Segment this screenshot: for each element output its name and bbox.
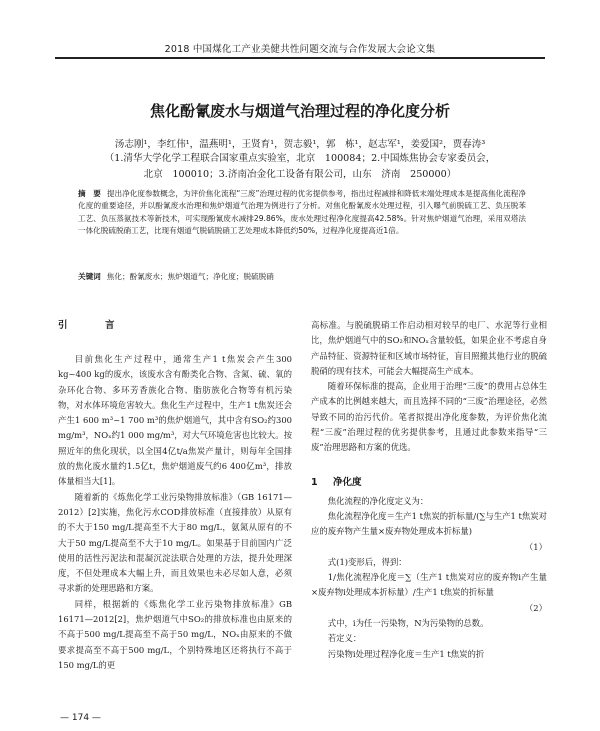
- keywords-text: 焦化；酚氰废水；焦炉烟道气；净化度；脱硫脱硝: [106, 272, 274, 281]
- equation-number-row: [311, 601, 547, 616]
- paragraph: 焦化流程的净化度定义为：: [327, 495, 429, 506]
- equation-number-row: [311, 540, 547, 555]
- abstract-text: 提出净化度参数概念，为评价焦化流程“三废”治理过程的优劣提供参考，指出过程减排和降低末端处理成本是提高焦化流程净化度的重要途径，并以酚氰废水治理和焦炉烟道气治理为例进行了分析。对焦化酚氰废水处理过程，引入曝气前脱硫工艺、负压脱苯工艺、负压蒸氨技术等新技术，可实现酚氰废水减排29.86%，废水处理过程净化度提高42.58%。针对焦炉烟道气治理，采用双塔法一体化脱硫脱硝工艺，比现有烟道气脱硫脱硝工艺处理成本降低约50%，过程净化度提高近1倍。: [78, 189, 526, 235]
- paragraph: 高标准。与脱硫脱硝工作启动相对较早的电厂、水泥等行业相比，焦炉烟道气中的SO₂和NOₓ含量较低，如果企业不考虑自身产品特征、资源特征和区域市场特征，盲目照搬其他行业的脱硫脱硝的现有技术，可能会大幅提高生产成本。: [311, 320, 547, 376]
- section-number: 1: [311, 476, 318, 488]
- paragraph: 式中，i为任一污染物，N为污染物的总数。: [327, 618, 489, 629]
- abstract: [78, 188, 526, 237]
- page-number: — 174 —: [60, 713, 101, 723]
- right-column: [311, 318, 547, 662]
- paragraph: 随着环保标准的提高，企业用于治理“三废”的费用占总体生产成本的比例越来越大，而且选择不同的“三废”治理途径，必然导致不同的治污代价。笔者拟提出净化度参数，为评价焦化流程“三废”治理过程的优劣提供参考，且通过此参数来指导“三废”治理思路和方案的优选。: [311, 381, 547, 453]
- equation-1: 焦化流程净化度＝生产1 t焦炭的折标量/(∑与生产1 t焦炭对应的废弃物产生量×废弃物处理成本折标量): [311, 510, 547, 537]
- spacer: [58, 336, 292, 352]
- header-rule: [55, 57, 545, 59]
- paragraph: 若定义：: [327, 633, 362, 644]
- spacer: [311, 456, 547, 472]
- paper-title: 焦化酚氰废水与烟道气治理过程的净化度分析: [149, 102, 450, 120]
- equation-number: （2）: [524, 602, 547, 613]
- affiliation-line: （1.清华大学化学工程联合国家重点实验室，北京 100084；2.中国炼焦协会专家委员会，: [104, 153, 496, 164]
- paragraph: 污染物i处理过程净化度＝生产1 t焦炭的折: [327, 648, 485, 659]
- intro-heading: 引 言: [58, 320, 129, 331]
- paragraph: 式(1)变形后，得到：: [327, 556, 407, 567]
- paragraph: 随着新的《炼焦化学工业污染物排放标准》（GB 16171—2012）[2]实施，焦化污水COD排放标准（直接排放）从原有的不大于150 mg/L提高至不大于80 mg/L，氨氮从原有的不大于50 mg/L提高至不大于10 mg/L。如果基于目前国内广泛使用的活性污泥法和混凝沉淀法联合处理的方法，提升处理深度，不但处理成本大幅上升，而且效果也未必尽如人意，必须寻求新的处理思路和方案。: [58, 491, 292, 594]
- paragraph: 目前焦化生产过程中，通常生产1 t焦炭会产生300 kg~400 kg的废水，该废水含有酚类化合物、含氮、硫、氧的杂环化合物、多环芳香族化合物、脂肪族化合物等有机污染物，对水体环境危害较大。焦化生产过程中，生产1 t焦炭还会产生1 600 m³~1 700 m³的焦炉烟道气，其中含有SO₂约300 mg/m³，NOₓ约1 000 mg/m³，对大气环境危害也比较大。按照近年的焦化现状，以全国4亿t/a焦炭产量计，则每年全国排放的焦化废水量约1.5亿t，焦炉烟道废气约6 400亿m³，排放体量相当大[1]。: [58, 354, 292, 487]
- paragraph: 同样，根据新的《炼焦化学工业污染物排放标准》GB 16171—2012[2]，焦炉烟道气中SO₂的排放标准也由原来的不高于500 mg/L提高至不高于50 mg/L，NOₓ由原来的不做要求提高至不高于500 mg/L，个别特殊地区还将执行不高于150 mg/L的更: [58, 598, 292, 670]
- equation-2: 1/焦化流程净化度＝∑（生产1 t焦炭对应的废弃物i产生量×废弃物i处理成本折标量）/生产1 t焦炭的折标量: [311, 572, 547, 598]
- section-1-heading: [311, 472, 547, 494]
- running-header: 2018 中国煤化工产业美健共性问题交流与合作发展大会论文集: [164, 44, 436, 55]
- keywords-label: 关键词: [78, 272, 101, 281]
- abstract-label: 摘 要: [78, 189, 101, 198]
- section-title: 净化度: [333, 476, 362, 488]
- author-list: 汤志刚¹，李红伟¹，温燕明¹，王贤育¹，贺志毅¹，郭 栋¹，赵志军¹，姜爱国²，贾春涛³: [114, 139, 486, 150]
- keywords: [78, 271, 526, 282]
- left-column: [58, 318, 292, 673]
- affiliations: [0, 151, 600, 183]
- affiliation-line: 北京 100010；3.济南冶金化工设备有限公司，山东 济南 250000）: [143, 169, 457, 180]
- equation-number: （1）: [524, 541, 547, 552]
